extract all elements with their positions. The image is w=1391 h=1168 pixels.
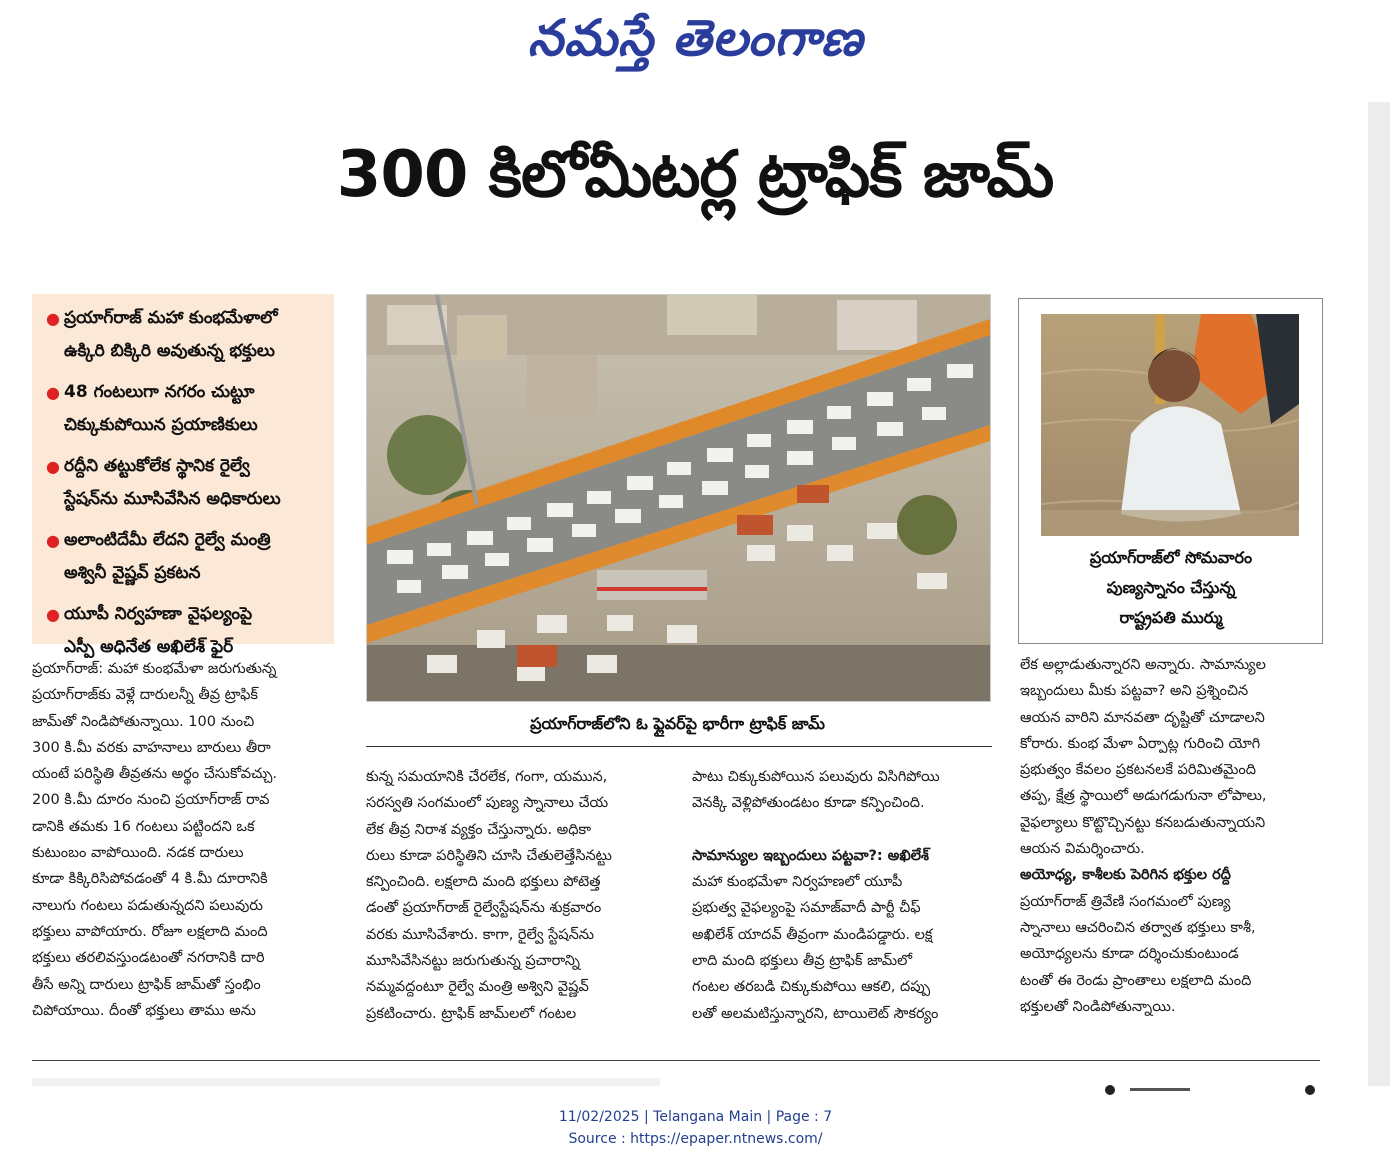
president-bathing-photo bbox=[1041, 314, 1299, 536]
highlight-item bbox=[46, 302, 326, 368]
subheading: సామాన్యుల ఇబ్బందులు పట్టవా?: అఖిలేశ్ bbox=[692, 847, 930, 864]
text-line: గంటల తరబడి చిక్కుకుపోయి ఆకలి, దప్పు bbox=[692, 979, 931, 996]
text-line: లాది మంది భక్తులు తీవ్ర ట్రాఫిక్ జామ్‌లో bbox=[692, 953, 912, 970]
text-line: భక్తులతో నిండిపోతున్నాయి. bbox=[1020, 998, 1176, 1015]
text-line: ఇబ్బందులు మీకు పట్టవా? అని ప్రశ్నించిన bbox=[1020, 683, 1249, 700]
side-photo-caption bbox=[1030, 543, 1312, 633]
text-line: భక్తులు వాపోయారు. రోజూ లక్షలాది మంది bbox=[32, 923, 268, 940]
highlight-item bbox=[46, 524, 326, 590]
text-line: వైఫల్యాలు కొట్టొచ్చినట్టు కనబడుతున్నాయని bbox=[1020, 814, 1266, 831]
highlight-line: చిక్కుకుపోయిన ప్రయాణికులు bbox=[64, 415, 258, 435]
text-line: ప్రకటించారు. ట్రాఫిక్ జామ్‌లలో గంటల bbox=[366, 1005, 577, 1022]
highlight-line: అశ్వినీ వైష్ణవ్ ప్రకటన bbox=[64, 563, 201, 583]
highlight-item bbox=[46, 598, 326, 664]
caption-line: పుణ్యస్నానం చేస్తున్న bbox=[1106, 578, 1236, 597]
footer-source-link[interactable]: Source : https://epaper.ntnews.com/ bbox=[568, 1131, 823, 1147]
article-column-4 bbox=[1020, 652, 1326, 1020]
highlight-line: ఉక్కిరి బిక్కిరి అవుతున్న భక్తులు bbox=[64, 341, 275, 361]
text-line: వరకు మూసివేశారు. కాగా, రైల్వే స్టేషన్‌ను bbox=[366, 926, 594, 943]
text-line bbox=[692, 817, 992, 843]
bullet-icon: ● bbox=[46, 605, 60, 624]
bullet-icon: ● bbox=[46, 309, 60, 328]
text-line: కూడా కిక్కిరిసిపోవడంతో 4 కి.మీ దూరానికి bbox=[32, 871, 268, 888]
next-article-dots bbox=[1100, 1080, 1320, 1090]
text-line: తీసే అన్ని దారులు ట్రాఫిక్ జామ్‌తో స్తంభిం bbox=[32, 976, 261, 993]
highlight-line: ప్రయాగ్‌రాజ్ మహా కుంభమేళాలో bbox=[64, 308, 278, 328]
highlight-line: 48 గంటలుగా నగరం చుట్టూ bbox=[64, 382, 255, 402]
text-line: ప్రయాగ్‌రాజ్: మహా కుంభమేళా జరుగుతున్న bbox=[32, 661, 277, 677]
text-line: ప్రయాగ్‌రాజ్ త్రివేణి సంగమంలో పుణ్య bbox=[1020, 893, 1231, 910]
text-line: కున్న సమయానికి చేరలేక, గంగా, యమున, bbox=[366, 769, 608, 785]
page-footer bbox=[0, 1106, 1391, 1150]
text-line: ఆయన విమర్శించారు. bbox=[1020, 841, 1145, 858]
highlights-box bbox=[32, 294, 334, 657]
highlight-line: ఎస్పీ అధినేత అఖిలేశ్ ఫైర్ bbox=[64, 637, 234, 657]
highlight-line: అలాంటిదేమీ లేదని రైల్వే మంత్రి bbox=[64, 530, 271, 550]
flyover-traffic-photo bbox=[366, 294, 991, 702]
text-line: టంతో ఈ రెండు ప్రాంతాలు లక్షలాది మంది bbox=[1020, 972, 1252, 989]
text-line: డానికి తమకు 16 గంటలు పట్టిందని ఒక bbox=[32, 818, 255, 835]
page-edge-strip bbox=[1368, 102, 1390, 1086]
text-line: భక్తులు తరలివస్తుండటంతో నగరానికి దారి bbox=[32, 950, 265, 967]
highlight-line: రద్దీని తట్టుకోలేక స్థానిక రైల్వే bbox=[64, 456, 250, 476]
text-line: వెనక్కి వెళ్లిపోతుండటం కూడా కన్పించింది. bbox=[692, 795, 925, 812]
text-line: జామ్‌తో నిండిపోతున్నాయి. 100 నుంచి bbox=[32, 713, 255, 730]
caption-line: రాష్ట్రపతి ముర్ము bbox=[1119, 608, 1223, 627]
text-line: లేక అల్లాడుతున్నారని అన్నారు. సామాన్యుల bbox=[1020, 657, 1266, 673]
article-column-3 bbox=[692, 764, 992, 1027]
footer-date-line: 11/02/2025 | Telangana Main | Page : 7 bbox=[558, 1109, 833, 1125]
text-line: కన్పించింది. లక్షలాది మంది భక్తులు పోటెత్త bbox=[366, 874, 601, 891]
text-line: ప్రభుత్వ వైఫల్యంపై సమాజ్‌వాదీ పార్టీ చీఫ్ bbox=[692, 900, 921, 917]
text-line: సరస్వతి సంగమంలో పుణ్య స్నానాలు చేయ bbox=[366, 795, 609, 812]
divider bbox=[32, 1060, 1320, 1061]
divider bbox=[366, 746, 992, 747]
subheading: అయోధ్య, కాశీలకు పెరిగిన భక్తుల రద్దీ bbox=[1020, 867, 1231, 884]
article-column-1 bbox=[32, 656, 338, 1024]
text-line: కోరారు. కుంభ మేళా ఏర్పాట్ల గురించి యోగి bbox=[1020, 735, 1261, 752]
highlight-line: యూపీ నిర్వహణా వైఫల్యంపై bbox=[64, 604, 253, 624]
text-line: ఆయన వారిని మానవతా దృష్టితో చూడాలని bbox=[1020, 709, 1265, 726]
masthead-logo: నమస్తే తెలంగాణ bbox=[527, 8, 864, 67]
text-line: పాటు చిక్కుకుపోయిన పలువురు విసిగిపోయి bbox=[692, 769, 940, 785]
next-article-strip bbox=[32, 1078, 660, 1086]
headline: 300 కిలోమీటర్ల ట్రాఫిక్ జామ్ bbox=[336, 138, 1054, 212]
bullet-icon: ● bbox=[46, 531, 60, 550]
text-line: మహా కుంభమేళా నిర్వహణలో యూపీ bbox=[692, 874, 903, 891]
text-line: తప్ప, క్షేత్ర స్థాయిలో అడుగడుగునా లోపాలు, bbox=[1020, 788, 1267, 805]
text-line: లేక తీవ్ర నిరాశ వ్యక్తం చేస్తున్నారు. అధికా bbox=[366, 821, 592, 838]
bullet-icon: ● bbox=[46, 457, 60, 476]
text-line: లతో అలమటిస్తున్నారని, టాయిలెట్ సౌకర్యం bbox=[692, 1005, 939, 1022]
text-line: రులు కూడా పరిస్థితిని చూసి చేతులెత్తేసినట్టు bbox=[366, 847, 612, 864]
text-line: 200 కి.మీ దూరం నుంచి ప్రయాగ్‌రాజ్ రావ bbox=[32, 792, 270, 809]
text-line: ప్రయాగ్‌రాజ్‌కు వెళ్లే దారులన్నీ తీవ్ర ట్రాఫిక్ bbox=[32, 687, 258, 704]
main-photo-caption: ప్రయాగ్‌రాజ్‌లోని ఓ ఫ్లైవర్‌పై భారీగా ట్రాఫిక్ జామ్ bbox=[530, 714, 825, 733]
text-line: స్నానాలు ఆచరించిన తర్వాత భక్తులు కాశీ, bbox=[1020, 919, 1256, 936]
text-line: 300 కి.మీ వరకు వాహనాలు బారులు తీరా bbox=[32, 739, 271, 756]
highlight-line: స్టేషన్‌ను మూసివేసిన అధికారులు bbox=[64, 489, 281, 509]
caption-line: ప్రయాగ్‌రాజ్‌లో సోమవారం bbox=[1089, 548, 1253, 567]
text-line: అయోధ్యలను కూడా దర్శించుకుంటుండ bbox=[1020, 946, 1239, 963]
text-line: కుటుంబం వాపోయింది. నడక దారులు bbox=[32, 845, 244, 862]
text-line: నమ్మవద్దంటూ రైల్వే మంత్రి అశ్విని వైష్ణవ్ bbox=[366, 979, 589, 996]
article-column-2 bbox=[366, 764, 666, 1027]
text-line: మూసివేసినట్టు జరుగుతున్న ప్రచారాన్ని bbox=[366, 953, 580, 970]
text-line: డంతో ప్రయాగ్‌రాజ్ రైల్వేస్టేషన్‌ను శుక్రవారం bbox=[366, 900, 602, 917]
text-line: ప్రభుత్వం కేవలం ప్రకటనలకే పరిమితమైంది bbox=[1020, 762, 1256, 779]
text-line: అఖిలేశ్ యాదవ్ తీవ్రంగా మండిపడ్డారు. లక్ష bbox=[692, 926, 933, 943]
highlight-item bbox=[46, 450, 326, 516]
highlight-item bbox=[46, 376, 326, 442]
text-line: యంటే పరిస్థితి తీవ్రతను అర్థం చేసుకోవచ్చు. bbox=[32, 766, 277, 783]
bullet-icon: ● bbox=[46, 383, 60, 402]
text-line: చిపోయాయి. దీంతో భక్తులు తాము అను bbox=[32, 1002, 256, 1019]
text-line: నాలుగు గంటలు పడుతున్నదని పలువురు bbox=[32, 897, 263, 914]
